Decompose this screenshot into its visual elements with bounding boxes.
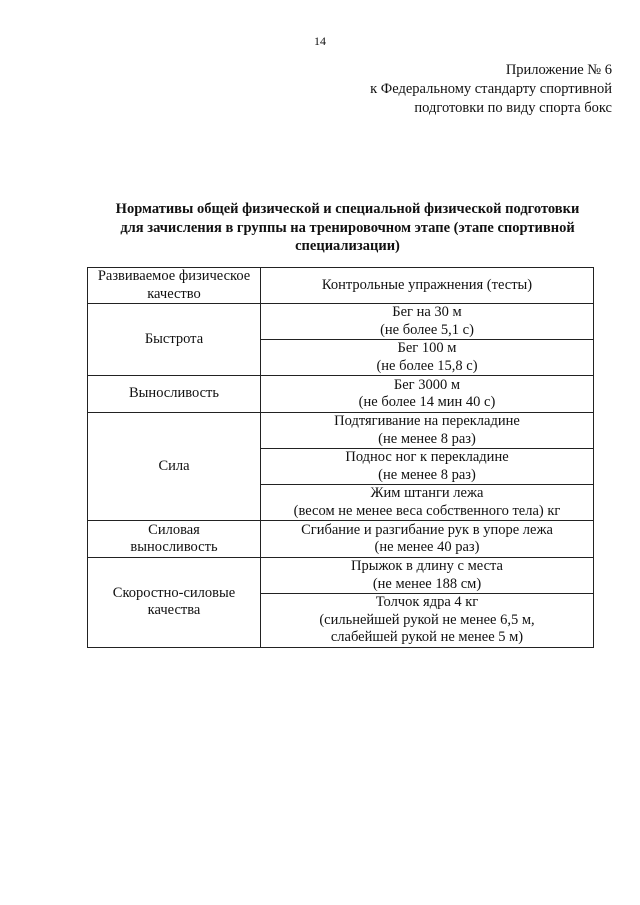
table-row	[88, 304, 594, 340]
physical-quality-cell	[88, 376, 261, 413]
control-test-cell	[261, 485, 594, 521]
control-test-name: Бег 100 м	[397, 340, 457, 356]
table-row	[88, 413, 594, 449]
appendix-sport-line: подготовки по виду спорта бокс	[414, 100, 612, 116]
control-test-name: Сгибание и разгибание рук в упоре лежа	[301, 521, 553, 538]
document-title	[85, 200, 610, 256]
header-quality-line: Развиваемое физическое	[97, 268, 251, 284]
physical-quality-cell	[88, 558, 261, 648]
control-test-norm: слабейшей рукой не менее 5 м)	[330, 629, 524, 645]
control-test-cell	[261, 594, 594, 648]
control-test-cell	[261, 340, 594, 376]
control-test-norm: (весом не менее веса собственного тела) кг	[293, 502, 561, 519]
control-test-norm: (не более 15,8 с)	[376, 357, 478, 374]
header-physical-quality	[88, 268, 261, 304]
control-test-name: Подтягивание на перекладине	[334, 413, 520, 429]
physical-quality-cell	[88, 413, 261, 521]
appendix-heading	[370, 61, 612, 118]
control-test-cell	[261, 521, 594, 558]
physical-quality-label: Силовая	[148, 521, 200, 538]
header-control-tests: Контрольные упражнения (тесты)	[261, 268, 594, 304]
header-quality-line: качество	[147, 285, 201, 302]
table-body	[88, 304, 594, 648]
appendix-number: Приложение № 6	[505, 62, 612, 78]
table-header-row	[88, 268, 594, 304]
table-row	[88, 376, 594, 413]
control-test-name: Прыжок в длину с места	[351, 558, 503, 574]
physical-quality-label: выносливость	[130, 539, 218, 555]
control-test-norm: (не менее 188 см)	[372, 575, 482, 592]
control-test-norm: (не менее 40 раз)	[374, 539, 480, 555]
control-test-name: Бег на 30 м	[392, 304, 462, 320]
control-test-norm: (сильнейшей рукой не менее 6,5 м,	[319, 611, 535, 628]
table-row	[88, 521, 594, 558]
standards-table	[87, 267, 594, 648]
physical-quality-cell	[88, 304, 261, 376]
physical-quality-cell	[88, 521, 261, 558]
control-test-cell	[261, 558, 594, 594]
title-line-1: Нормативы общей физической и специальной физической подготовки	[115, 201, 580, 217]
control-test-name: Бег 3000 м	[393, 376, 461, 393]
physical-quality-label: Быстрота	[144, 330, 204, 347]
physical-quality-label: Выносливость	[129, 385, 219, 402]
control-test-norm: (не более 14 мин 40 с)	[358, 394, 496, 410]
control-test-norm: (не менее 8 раз)	[378, 430, 476, 447]
physical-quality-label: качества	[147, 602, 201, 619]
page-number: 14	[314, 34, 326, 48]
control-test-cell	[261, 376, 594, 413]
control-test-name: Толчок ядра 4 кг	[375, 594, 479, 610]
control-test-name: Жим штанги лежа	[370, 485, 484, 501]
physical-quality-label: Скоростно-силовые	[112, 584, 236, 601]
control-test-cell	[261, 304, 594, 340]
appendix-standard-line: к Федеральному стандарту спортивной	[370, 81, 612, 97]
physical-quality-label: Сила	[158, 457, 190, 474]
control-test-name: Поднос ног к перекладине	[345, 449, 509, 465]
title-line-3: специализации)	[295, 238, 400, 254]
control-test-cell	[261, 449, 594, 485]
title-line-2: для зачисления в группы на тренировочном этапе (этапе спортивной	[120, 219, 575, 236]
control-test-norm: (не более 5,1 с)	[380, 321, 474, 338]
control-test-norm: (не менее 8 раз)	[378, 466, 476, 483]
control-test-cell	[261, 413, 594, 449]
table-row	[88, 558, 594, 594]
